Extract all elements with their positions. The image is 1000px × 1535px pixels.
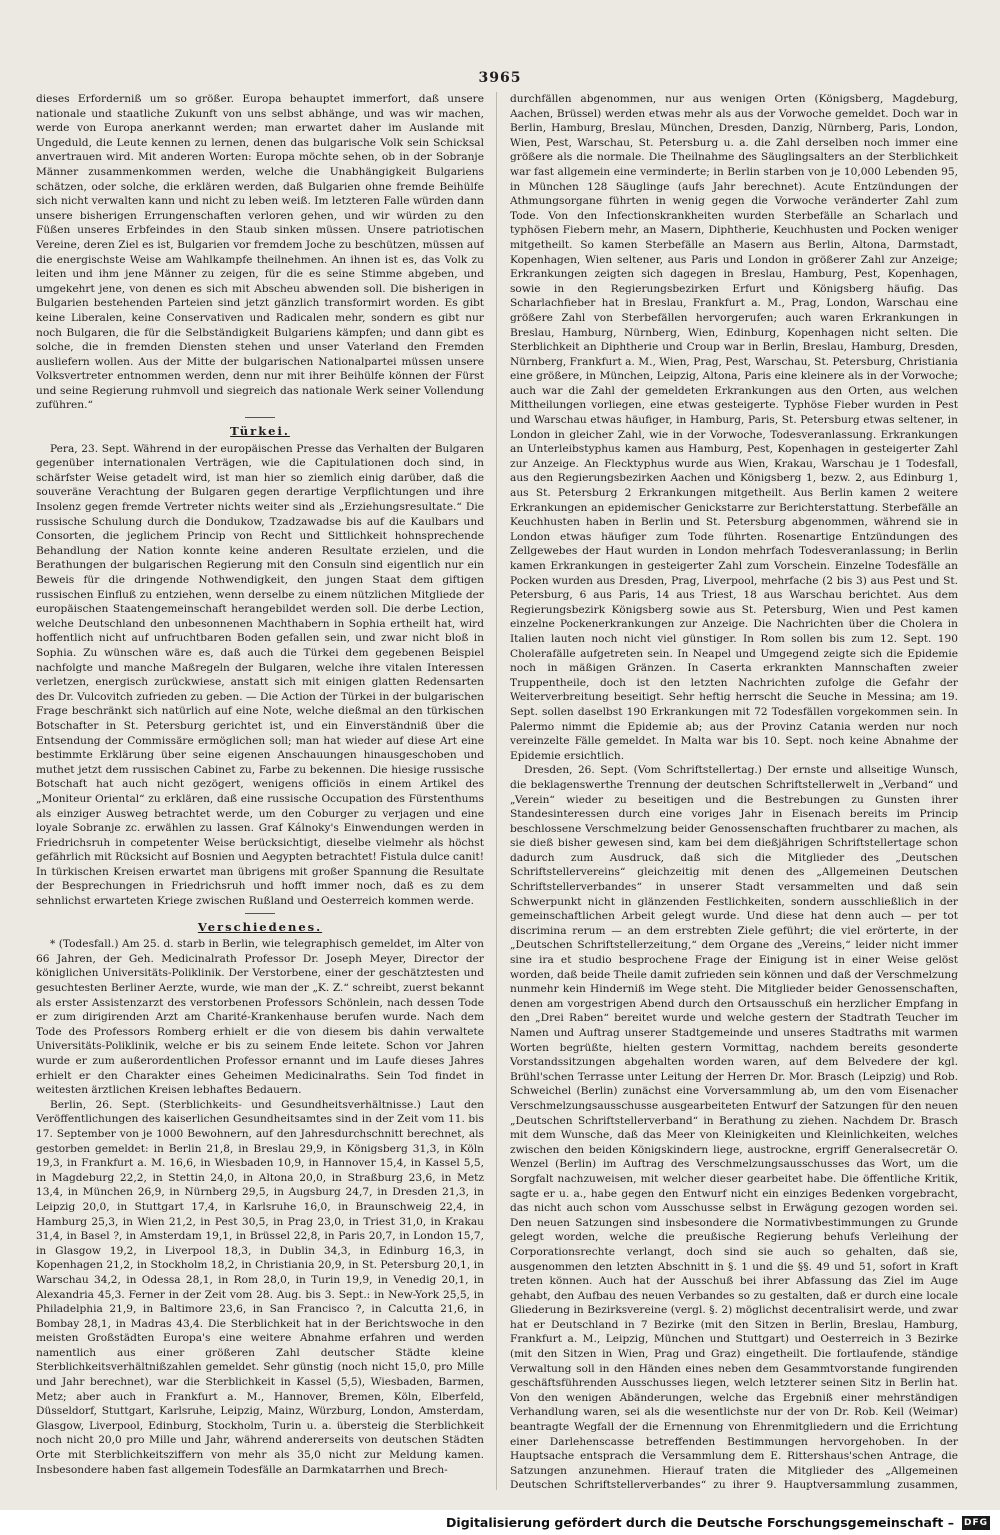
article-paragraph: Berlin, 26. Sept. (Sterblichkeits- und Gesundheitsverhältnisse.) Laut den Veröffentlichungen des kaiserlichen Gesundheitsamtes sind in der Zeit vom 11. bis 17. September von je 1000 Bewohnern, auf den Jahresdurchschnitt berechnet, als gestorben gemeldet: in Berlin 21,8, in Breslau 29,9, in Königsberg 31,3, in Köln 19,3, in Frankfurt a. M. 16,6, in Wiesbaden 10,9, in Hannover 15,4, in Kassel 5,5, in Magdeburg 22,2, in Stettin 24,0, in Altona 20,0, in Straßburg 23,6, in Metz 13,4, in München 26,9, in Nürnberg 29,5, in Augsburg 24,7, in Dresden 21,3, in Leipzig 20,0, in Stuttgart 17,4, in Karlsruhe 16,0, in Braunschweig 22,4, in Hamburg 25,3, in Wien 21,2, in Pest 30,5, in Prag 23,0, in Triest 31,0, in Krakau 31,4, in Basel ?, in Amsterdam 19,1, in Brüssel 22,8, in Paris 20,7, in London 15,7, in Glasgow 19,2, in Liverpool 18,3, in Dublin 34,3, in Edinburg 16,3, in Kopenhagen 21,2, in Stockholm 18,2, in Christiania 20,9, in St. Petersburg 20,1, in Warschau 34,2, in Odessa 28,1, in Rom 28,0, in Turin 19,9, in Venedig 20,1, in Alexandria 45,3. Ferner in der Zeit vom 28. Aug. bis 3. Sept.: in New-York 25,5, in Philadelphia 21,9, in Baltimore 23,6, in San Francisco ?, in Calcutta 21,6, in Bombay 28,1, in Madras 43,4. Die Sterblichkeit hat in der Berichtswoche in den meisten Großstädten Europa's eine weitere Abnahme erfahren und werden namentlich aus einer größeren Zahl deutscher Städte kleine Sterblichkeitsverhältnißzahlen gemeldet. Sehr günstig (noch nicht 15,0, pro Mille und Jahr berechnet), war die Sterblichkeit in Kassel (5,5), Wiesbaden, Barmen, Metz; aber auch in Frankfurt a. M., Hannover, Bremen, Köln, Elberfeld, Düsseldorf, Stuttgart, Karlsruhe, Leipzig, Mainz, Würzburg, London, Amsterdam, Glasgow, Liverpool, Edinburg, Stockholm, Turin u. a. übersteig die Sterblichkeit noch nicht 20,0 pro Mille und Jahr, während andererseits von deutschen Städten Orte mit Sterblichkeitsziffern von mehr als 35,0 nicht zur Meldung kamen. Insbesondere haben fast allgemein Todesfälle an Darmkatarrhen und Brech- <box>36 1098 484 1476</box>
column-divider <box>496 92 497 1490</box>
footer-credit: Digitalisierung gefördert durch die Deutsche Forschungsgemeinschaft – <box>446 1515 954 1530</box>
section-heading-verschiedenes: Verschiedenes. <box>197 919 323 934</box>
article-paragraph: Pera, 23. Sept. Während in der europäischen Presse das Verhalten der Bulgaren gegenüber internationalen Verträgen, wie die Capitulationen doch sind, in schärfster Weise getadelt wird, ist man hier so ziemlich einig darüber, daß die souveräne Verachtung der Bulgaren gegen derartige Verpflichtungen und ihre Insolenz gegen fremde Vertreter nichts weiter sind als „Erziehungsresultate.“ Die russische Schulung durch die Dondukow, Tzadzawadse bis auf die Kaulbars und Consorten, die jeglichem Princip von Recht und Sittlichkeit hohnsprechende Behandlung der Nation konnte keine anderen Resultate erzielen, und die Berathungen der bulgarischen Regierung mit den Consuln sind eigentlich nur ein Beweis für die dringende Nothwendigkeit, den jungen Staat dem giftigen russischen Einfluß zu entziehen, wenn derselbe zu einem nützlichen Mitgliede der europäischen Staatengemeinschaft herangebildet werden soll. Die derbe Lection, welche Deutschland den unbesonnenen Machthabern in Sophia ertheilt hat, wird hoffentlich nicht auf unfruchtbaren Boden gefallen sein, und zwar nicht bloß in Sophia. Zu wünschen wäre es, daß auch die Türkei dem gegebenen Beispiel nachfolgte und manche Maßregeln der Bulgaren, welche ihre vitalen Interessen verletzen, energisch zurückwiese, anstatt sich mit einigen glatten Redensarten des Dr. Vulcovitch zufrieden zu geben. — Die Action der Türkei in der bulgarischen Frage beschränkt sich natürlich auf eine Note, welche dießmal an den türkischen Botschafter in St. Petersburg gerichtet ist, und ein Einverständniß über die Entsendung der Commissäre ermöglichen soll; man hat wieder auf diese Art eine bestimmte Erklärung über seine eigenen Anschauungen hinausgeschoben und muthet jetzt dem russischen Cabinet zu, Farbe zu bekennen. Die hiesige russische Botschaft hat auch nicht gezögert, wenigens officiös in einem Artikel des „Moniteur Oriental“ zu erklären, daß eine russische Occupation des Fürstenthums als einziger Ausweg betrachtet werde, um den Coburger zu verjagen und eine loyale Sobranje zc. erwählen zu lassen. Graf Kálnoky's Einwendungen werden in Friedrichsruh in competenter Weise berücksichtigt, dieselbe vielmehr als höchst gefährlich mit Rücksicht auf Bosnien und Aegypten betrachtet! Fistula dulce canit! In türkischen Kreisen erwartet man übrigens mit großer Spannung die Resultate der Besprechungen in Friedrichsruh und hofft immer noch, daß es zu dem sehnlichst erwarteten Kriege zwischen Rußland und Oesterreich kommen werde. <box>36 442 484 908</box>
article-paragraph: dieses Erforderniß um so größer. Europa behauptet immerfort, daß unsere nationale und staatliche Zukunft von uns selbst abhänge, und was wir machen, werde von Europa anerkannt werden; man erwartet daher im Auslande mit Ungeduld, die Leute kennen zu lernen, denen das bulgarische Volk sein Schicksal anvertrauen wird. Mit anderen Worten: Europa möchte sehen, ob in der Sobranje Männer zusammenkommen werden, welche die Unabhängigkeit Bulgariens schätzen, oder solche, die erklären werden, daß Bulgarien ohne fremde Beihülfe sich nicht verwalten kann und nicht zu leben weiß. Im letzteren Falle würden dann unsere bisherigen Errungenschaften verloren gehen, und wir würden zu den Füßen unseres Erbfeindes in den Staub sinken müssen. Unsere patriotischen Vereine, deren Ziel es ist, Bulgarien vor fremdem Joche zu beschützen, müssen auf die energischste Weise am Wahlkampfe theilnehmen. An ihnen ist es, das Volk zu leiten und ihm jene Männer zu zeigen, für die es seine Stimme abgeben, und umgekehrt jene, von denen es sich mit Abscheu abwenden soll. Die bisherigen in Bulgarien bestehenden Parteien sind jetzt gänzlich transformirt worden. Es gibt keine Liberalen, keine Conservativen und Radicalen mehr, sondern es gibt nur noch Bulgaren, die für die Selbständigkeit Bulgariens kämpfen; und dann gibt es solche, die in fremden Diensten stehen und unser Vaterland den Fremden ausliefern wollen. Aus der Mitte der bulgarischen Nationalpartei müssen unsere Volksvertreter entnommen werden, denn nur mit ihrer Beihülfe können der Fürst und seine Regierung ruhmvoll und siegreich das nationale Werk seiner Vollendung zuführen.“ <box>36 93 484 412</box>
digitization-footer <box>0 1510 1000 1535</box>
right-column <box>510 92 958 1490</box>
left-column <box>36 92 484 1490</box>
section-divider <box>245 913 275 914</box>
page-number: 3965 <box>478 70 522 86</box>
section-heading-tuerkei: Türkei. <box>230 424 290 439</box>
dfg-logo-icon: DFG <box>963 1517 988 1528</box>
article-paragraph: Dresden, 26. Sept. (Vom Schriftstellertag.) Der ernste und allseitige Wunsch, die beklagenswerthe Trennung der deutschen Schriftstellerwelt in „Verband“ und „Verein“ wieder zu beseitigen und die Bestrebungen zu Gunsten ihrer Standesinteressen durch eine voriges Jahr in Eisenach bereits im Princip beschlossene Verschmelzung beider Genossenschaften fruchtbarer zu machen, als sie dieß bisher gewesen sind, kam bei dem dießjährigen Schriftstellertage schon dadurch zum Ausdruck, daß sich die Mitglieder des „Deutschen Schriftstellervereins“ gleichzeitig mit denen des „Allgemeinen Deutschen Schriftstellerverbandes“ in unserer Stadt versammelten und daß sein Schwerpunkt nicht in glänzenden Festlichkeiten, sondern ausschließlich in der gemeinschaftlichen Arbeit gelegt wurde. Und diese hat denn auch — per tot discrimina rerum — an dem erstrebten Ziele geführt; die viel erörterte, in der „Deutschen Schriftstellerzeitung,“ dem Organe des „Vereins,“ leider nicht immer sine ira et studio besprochene Frage der Einigung ist in einer Weise gelöst worden, daß beide Theile damit zufrieden sein können und daß der Verschmelzung nunmehr kein Hinderniß im Wege steht. Die Mitglieder beider Genossenschaften, denen am vorgestrigen Abend durch den Ortsausschuß ein herzlicher Empfang in den „Drei Raben“ bereitet wurde und welche gestern der Stadtrath Teucher im Namen und Auftrag unserer Stadtgemeinde und unseres Stadtraths mit warmen Worten begrüßte, hielten gestern Vormittag, nachdem bereits gesonderte Vorstandssitzungen abgehalten worden waren, auf dem Belvedere der kgl. Brühl'schen Terrasse unter Leitung der Herren Dr. Mor. Brasch (Leipzig) und Rob. Schweichel (Berlin) zunächst eine Vorversammlung ab, um den vom Eisenacher Verschmelzungsausschusse ausgearbeiteten Entwurf der Satzungen für den neuen „Deutschen Schriftstellerverband“ in Berathung zu ziehen. Nachdem Dr. Brasch mit dem Wunsche, daß das Meer von Kleinigkeiten und Kleinlichkeiten, welches zwischen den beiden Königskindern liege, austrockne, ergriff Generalsecretär O. Wenzel (Berlin) im Auftrag des Verschmelzungsausschusses das Wort, um die Sorgfalt nachzuweisen, mit welcher dieser gearbeitet habe. Die öffentliche Kritik, sagte er u. a., habe gegen den Entwurf nicht ein einziges Bedenken vorgebracht, das nicht auch schon vom Ausschusse selbst in Erwägung gezogen worden sei. Den neuen Satzungen sind insbesondere die Normativbestimmungen zu Grunde gelegt worden, welche die preußische Regierung behufs Verleihung der Corporationsrechte verlangt, doch sind sie auch so gehalten, daß sie, ausgenommen den letzten Abschnitt in §. 1 und die §§. 49 und 51, sofort in Kraft treten können. Auch hat der Ausschuß bei ihrer Abfassung das Ziel im Auge gehabt, den Aufbau des neuen Verbandes so zu gestalten, daß er durch eine locale Gliederung in Bezirksvereine (vergl. §. 2) möglichst decentralisirt werde, und zwar hat er Deutschland in 7 Bezirke (mit den Sitzen in Berlin, Breslau, Hamburg, Frankfurt a. M., Leipzig, München und Stuttgart) und Oesterreich in 3 Bezirke (mit den Sitzen in Wien, Prag und Graz) eingetheilt. Die fortlaufende, ständige Verwaltung soll in den Händen eines neben dem Gesammtvorstande fungirenden geschäftsführenden Ausschusses liegen, welch letzterer seinen Sitz in Berlin hat. Von den wenigen Abänderungen, welche das Ergebniß einer mehrständigen Verhandlung waren, sei als die wesentlichste nur der von Dr. Rob. Keil (Weimar) beantragte Wegfall der die Ernennung von Ehrenmitgliedern und die Errichtung einer Darlehenscasse betreffenden Bestimmungen hervorgehoben. In der Hauptsache entsprach die Versammlung dem E. Rittershaus'schen Antrage, die Satzungen anzunehmen. Hierauf traten die Mitglieder des „Allgemeinen Deutschen Schriftstellerverbandes“ zu ihrer 9. Hauptversammlung zusammen, <box>510 764 958 1490</box>
article-paragraph: * (Todesfall.) Am 25. d. starb in Berlin, wie telegraphisch gemeldet, im Alter von 66 Jahren, der Geh. Medicinalrath Professor Dr. Joseph Meyer, Director der königlichen Universitäts-Poliklinik. Der Verstorbene, einer der geschätztesten und gesuchtesten Berliner Aerzte, wurde, wie man der „K. Z.“ schreibt, zuerst bekannt als erster Assistenzarzt des verstorbenen Professors Schönlein, nach dessen Tode er zum dirigirenden Arzt am Charité-Krankenhause berufen wurde. Nach dem Tode des Professors Romberg erhielt er die von diesem bis dahin verwaltete Universitäts-Poliklinik, welche er bis zu seinem Ende leitete. Schon vor Jahren wurde er zum außerordentlichen Professor ernannt und im Laufe dieses Jahres erhielt er den Charakter eines Geheimen Medicinalraths. Sein Tod findet in weitesten ärztlichen Kreisen lebhaftes Bedauern. <box>36 938 484 1097</box>
article-paragraph: durchfällen abgenommen, nur aus wenigen Orten (Königsberg, Magdeburg, Aachen, Brüssel) werden etwas mehr als aus der Vorwoche gemeldet. Doch war in Berlin, Hamburg, Breslau, München, Dresden, Danzig, Nürnberg, Paris, London, Wien, Pest, Warschau, St. Petersburg u. a. die Zahl derselben noch immer eine größere als die normale. Die Theilnahme des Säuglingsalters an der Sterblichkeit war fast allgemein eine verminderte; in Berlin starben von je 10,000 Lebenden 95, in München 128 Säuglinge (aufs Jahr berechnet). Acute Entzündungen der Athmungsorgane führten in wenig gegen die Vorwoche veränderter Zahl zum Tode. Von den Infectionskrankheiten wurden Sterbefälle an Scharlach und typhösen Fiebern mehr, an Masern, Diphtherie, Keuchhusten und Pocken weniger mitgetheilt. So kamen Sterbefälle an Masern aus Berlin, Altona, Darmstadt, Kopenhagen, Wien seltener, aus Paris und London in größerer Zahl zur Anzeige; Erkrankungen zeigten sich dagegen in Breslau, Hamburg, Pest, Kopenhagen, sowie in den Regierungsbezirken Erfurt und Königsberg häufig. Das Scharlachfieber hat in Breslau, Frankfurt a. M., Prag, London, Warschau eine größere Zahl von Sterbefällen hervorgerufen; auch waren Erkrankungen in Breslau, Hamburg, Nürnberg, Wien, Edinburg, Kopenhagen nicht selten. Die Sterblichkeit an Diphtherie und Croup war in Berlin, Breslau, Hamburg, Dresden, Nürnberg, Frankfurt a. M., Wien, Prag, Pest, Warschau, St. Petersburg, Christiania eine größere, in München, Leipzig, Altona, Paris eine kleinere als in der Vorwoche; auch war die Zahl der gemeldeten Erkrankungen aus den Orten, aus welchen Mittheilungen vorliegen, eine etwas gesteigerte. Typhöse Fieber wurden in Pest und Warschau etwas häufiger, in Hamburg, Paris, St. Petersburg etwas seltener, in London in gleicher Zahl, wie in der Vorwoche, Todesveranlassung. Erkrankungen an Unterleibstyphus kamen aus Hamburg, Pest, Kopenhagen in gesteigerter Zahl zur Anzeige. An Flecktyphus wurde aus Wien, Krakau, Warschau je 1 Todesfall, aus den Regierungsbezirken Aachen und Königsberg 1, bezw. 2, aus Edinburg 1, aus St. Petersburg 2 Erkrankungen mitgetheilt. Aus Berlin kamen 2 weitere Erkrankungen an epidemischer Genickstarre zur Berichterstattung. Sterbefälle an Keuchhusten haben in Berlin und St. Petersburg abgenommen, während sie in London etwas häufiger zum Tode führten. Rosenartige Entzündungen des Zellgewebes der Haut wurden in London mehrfach Todesveranlassung; in Berlin kamen Erkrankungen in gesteigerter Zahl zum Vorschein. Einzelne Todesfälle an Pocken wurden aus Dresden, Prag, Liverpool, mehrfache (2 bis 3) aus Pest und St. Petersburg, 6 aus Paris, 14 aus Triest, 18 aus Warschau berichtet. Aus dem Regierungsbezirk Königsberg sowie aus St. Petersburg, Wien und Pest kamen einzelne Pockenerkrankungen zur Anzeige. Die Nachrichten über die Cholera in Italien lauten noch nicht viel günstiger. In Rom sollen bis zum 12. Sept. 190 Cholerafälle aufgetreten sein. In Neapel und Umgegend zeigte sich die Epidemie noch in mäßigen Gränzen. In Caserta erkrankten Mannschaften zweier Truppentheile, doch ist den letzten Nachrichten zufolge die Gefahr der Weiterverbreitung beseitigt. Sehr heftig herrscht die Seuche in Messina; am 19. Sept. sollen daselbst 190 Erkrankungen mit 72 Todesfällen vorgekommen sein. In Palermo nimmt die Epidemie ab; aus der Provinz Catania werden nur noch vereinzelte Fälle gemeldet. In Malta war bis 10. Sept. noch keine Abnahme der Epidemie ersichtlich. <box>510 93 958 762</box>
section-divider <box>245 417 275 418</box>
